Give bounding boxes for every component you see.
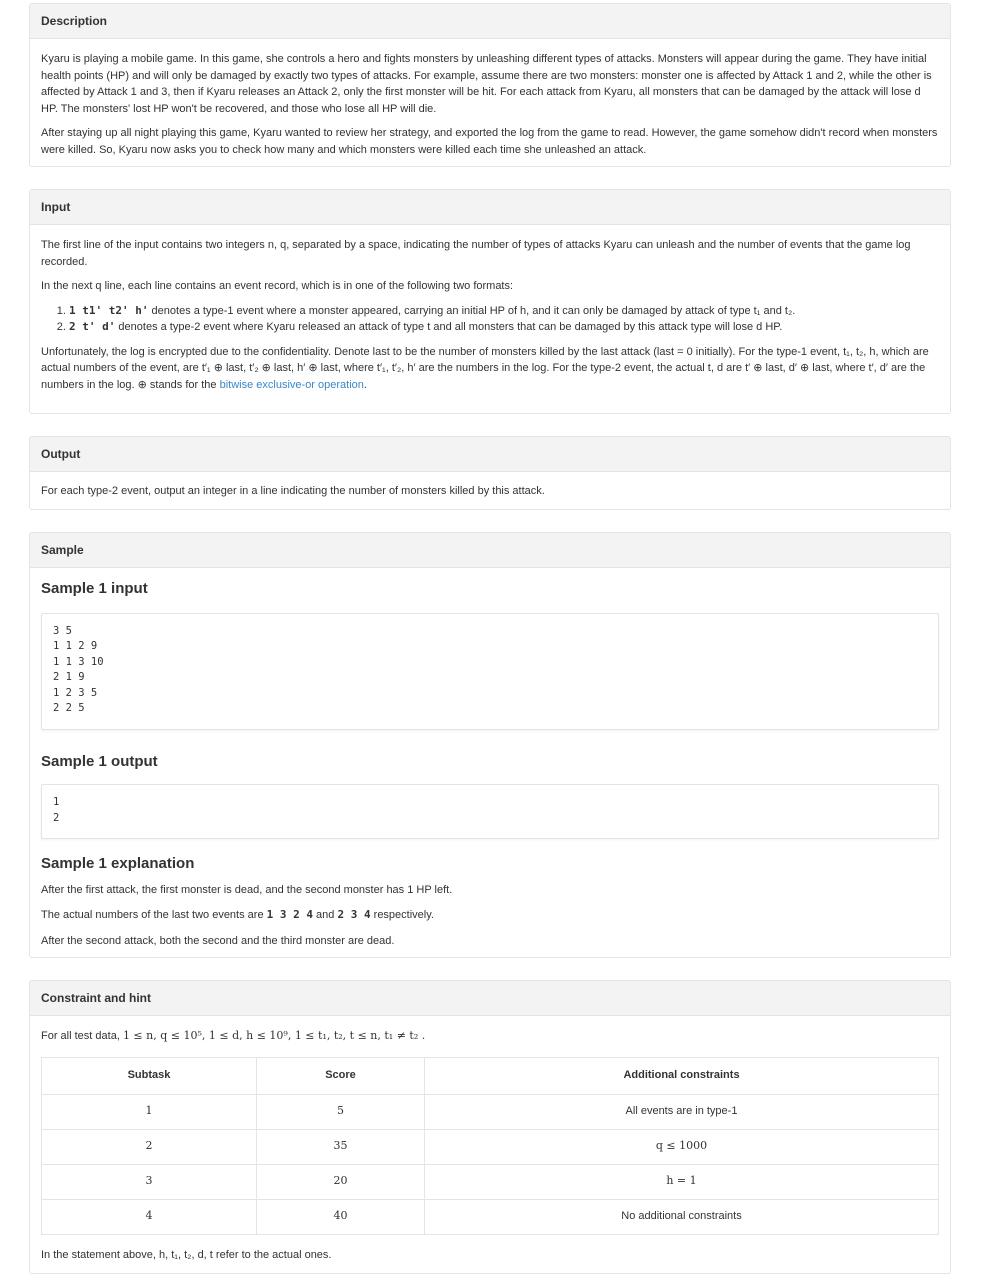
subtask-cell: 2	[42, 1129, 257, 1164]
constraints-formula: 1 ≤ n, q ≤ 10⁵, 1 ≤ d, h ≤ 10⁹, 1 ≤ t₁, t₂, t ≤ n, t₁ ≠ t₂ .	[122, 1029, 426, 1042]
score-cell: 35	[257, 1129, 425, 1164]
table-row	[42, 1129, 939, 1164]
sample-heading: Sample	[30, 533, 950, 568]
table-row	[42, 1094, 939, 1129]
sample-explanation-2-code-2: 2 3 4	[337, 908, 371, 921]
description-heading: Description	[30, 4, 950, 39]
description-panel	[29, 3, 951, 167]
sample-explanation-1: After the first attack, the first monster is dead, and the second monster has 1 HP left.	[41, 883, 453, 896]
input-paragraph-3	[41, 344, 939, 394]
input-panel	[29, 189, 951, 414]
xor-link[interactable]: bitwise exclusive-or operation	[219, 378, 364, 391]
event-format-type-2-code: 2 t' d'	[69, 320, 116, 333]
constraints-panel	[29, 980, 951, 1274]
constraints-heading: Constraint and hint	[30, 981, 950, 1016]
sample-explanation-3: After the second attack, both the second and the third monster are dead.	[41, 934, 395, 947]
constraints-intro	[41, 1028, 939, 1045]
event-format-type-2	[69, 319, 939, 336]
sample-output-block: 1 2	[41, 784, 939, 839]
subtask-table	[41, 1057, 939, 1235]
score-cell: 40	[257, 1199, 425, 1234]
input-heading: Input	[30, 190, 950, 225]
sample-output-title: Sample 1 output	[41, 752, 158, 770]
event-format-type-1-text: denotes a type-1 event where a monster appeared, carrying an initial HP of h, and it can only be damaged by attack of type t₁ and t₂.	[151, 304, 796, 317]
sample-explanation-2-mid: and	[316, 909, 335, 921]
sample-explanation-2-code-1: 1 3 2 4	[266, 908, 313, 921]
event-format-type-2-text: denotes a type-2 event where Kyaru released an attack of type t and all monsters that can be damaged by this attack type will lose d HP.	[118, 321, 783, 333]
sample-explanation-2-pre: The actual numbers of the last two events are	[41, 909, 264, 921]
subtask-cell: 1	[42, 1094, 257, 1129]
table-row	[42, 1164, 939, 1199]
sample-explanation-title: Sample 1 explanation	[41, 855, 195, 872]
description-paragraph-1: Kyaru is playing a mobile game. In this game, she controls a hero and fights monsters by unleashing different types of attacks. Monsters will appear during the game. They have initial health points (HP) and will only be damaged by exactly two types of attacks. For example, assume there are two monsters: monster one is affected by Attack 1 and 2, while the other is affected by Attack 1 and 3, then if Kyaru releases an Attack 2, only the first monster will be hit. For each attack from Kyaru, all monsters that can be damaged by the attack will lose d HP. The monsters' lost HP won't be recovered, and those who lose all HP will die.	[41, 53, 932, 115]
input-paragraph-2: In the next q line, each line contains an event record, which is in one of the following two formats:	[41, 280, 514, 292]
score-cell: 20	[257, 1164, 425, 1199]
table-row	[42, 1199, 939, 1234]
column-header-additional-constraints: Additional constraints	[425, 1057, 939, 1094]
column-header-subtask: Subtask	[42, 1057, 257, 1094]
event-format-list	[41, 303, 939, 336]
output-heading: Output	[30, 437, 950, 472]
subtask-cell: 3	[42, 1164, 257, 1199]
encryption-text: Unfortunately, the log is encrypted due to the confidentiality. Denote last to be the number of monsters killed by the last attack (last = 0 initially). For the type-1 event, t₁, t₂, h, which are actual numbers of the event, are t′₁ ⊕ last, t′₂ ⊕ last, h′ ⊕ last, where t′₁, t′₂, h′ are the numbers in the log. For the type-2 event, the actual t, d are t′ ⊕ last, d′ ⊕ last, where t′, d′ are the numbers in the log. ⊕ stands for the	[41, 345, 929, 391]
constraint-cell: q ≤ 1000	[425, 1129, 939, 1164]
constraints-note: In the statement above, h, t₁, t₂, d, t refer to the actual ones.	[41, 1248, 332, 1261]
column-header-score: Score	[257, 1057, 425, 1094]
sample-input-title: Sample 1 input	[41, 580, 148, 597]
sample-explanation-2-post: respectively.	[373, 909, 434, 921]
sample-panel	[29, 532, 951, 958]
constraint-cell: h = 1	[425, 1164, 939, 1199]
input-paragraph-1: The first line of the input contains two integers n, q, separated by a space, indicating the number of types of attacks Kyaru can unleash and the number of events that the game log recorded.	[41, 239, 911, 268]
event-format-type-1	[69, 303, 939, 320]
encryption-text-end: .	[363, 378, 367, 391]
subtask-table-header	[42, 1057, 939, 1094]
output-paragraph: For each type-2 event, output an integer in a line indicating the number of monsters killed by this attack.	[41, 485, 545, 497]
sample-explanation-2	[41, 907, 939, 924]
event-format-type-1-code: 1 t1' t2' h'	[69, 303, 149, 317]
constraint-cell: No additional constraints	[425, 1199, 939, 1234]
output-panel	[29, 436, 951, 510]
description-paragraph-2: After staying up all night playing this game, Kyaru wanted to review her strategy, and exported the log from the game to read. However, the game somehow didn't record when monsters were killed. So, Kyaru now asks you to check how many and which monsters were killed each time she unleashed an attack.	[41, 127, 938, 156]
score-cell: 5	[257, 1094, 425, 1129]
constraints-intro-text: For all test data,	[41, 1030, 120, 1042]
constraint-cell: All events are in type-1	[425, 1094, 939, 1129]
subtask-cell: 4	[42, 1199, 257, 1234]
sample-input-block: 3 5 1 1 2 9 1 1 3 10 2 1 9 1 2 3 5 2 2 5	[41, 613, 939, 730]
